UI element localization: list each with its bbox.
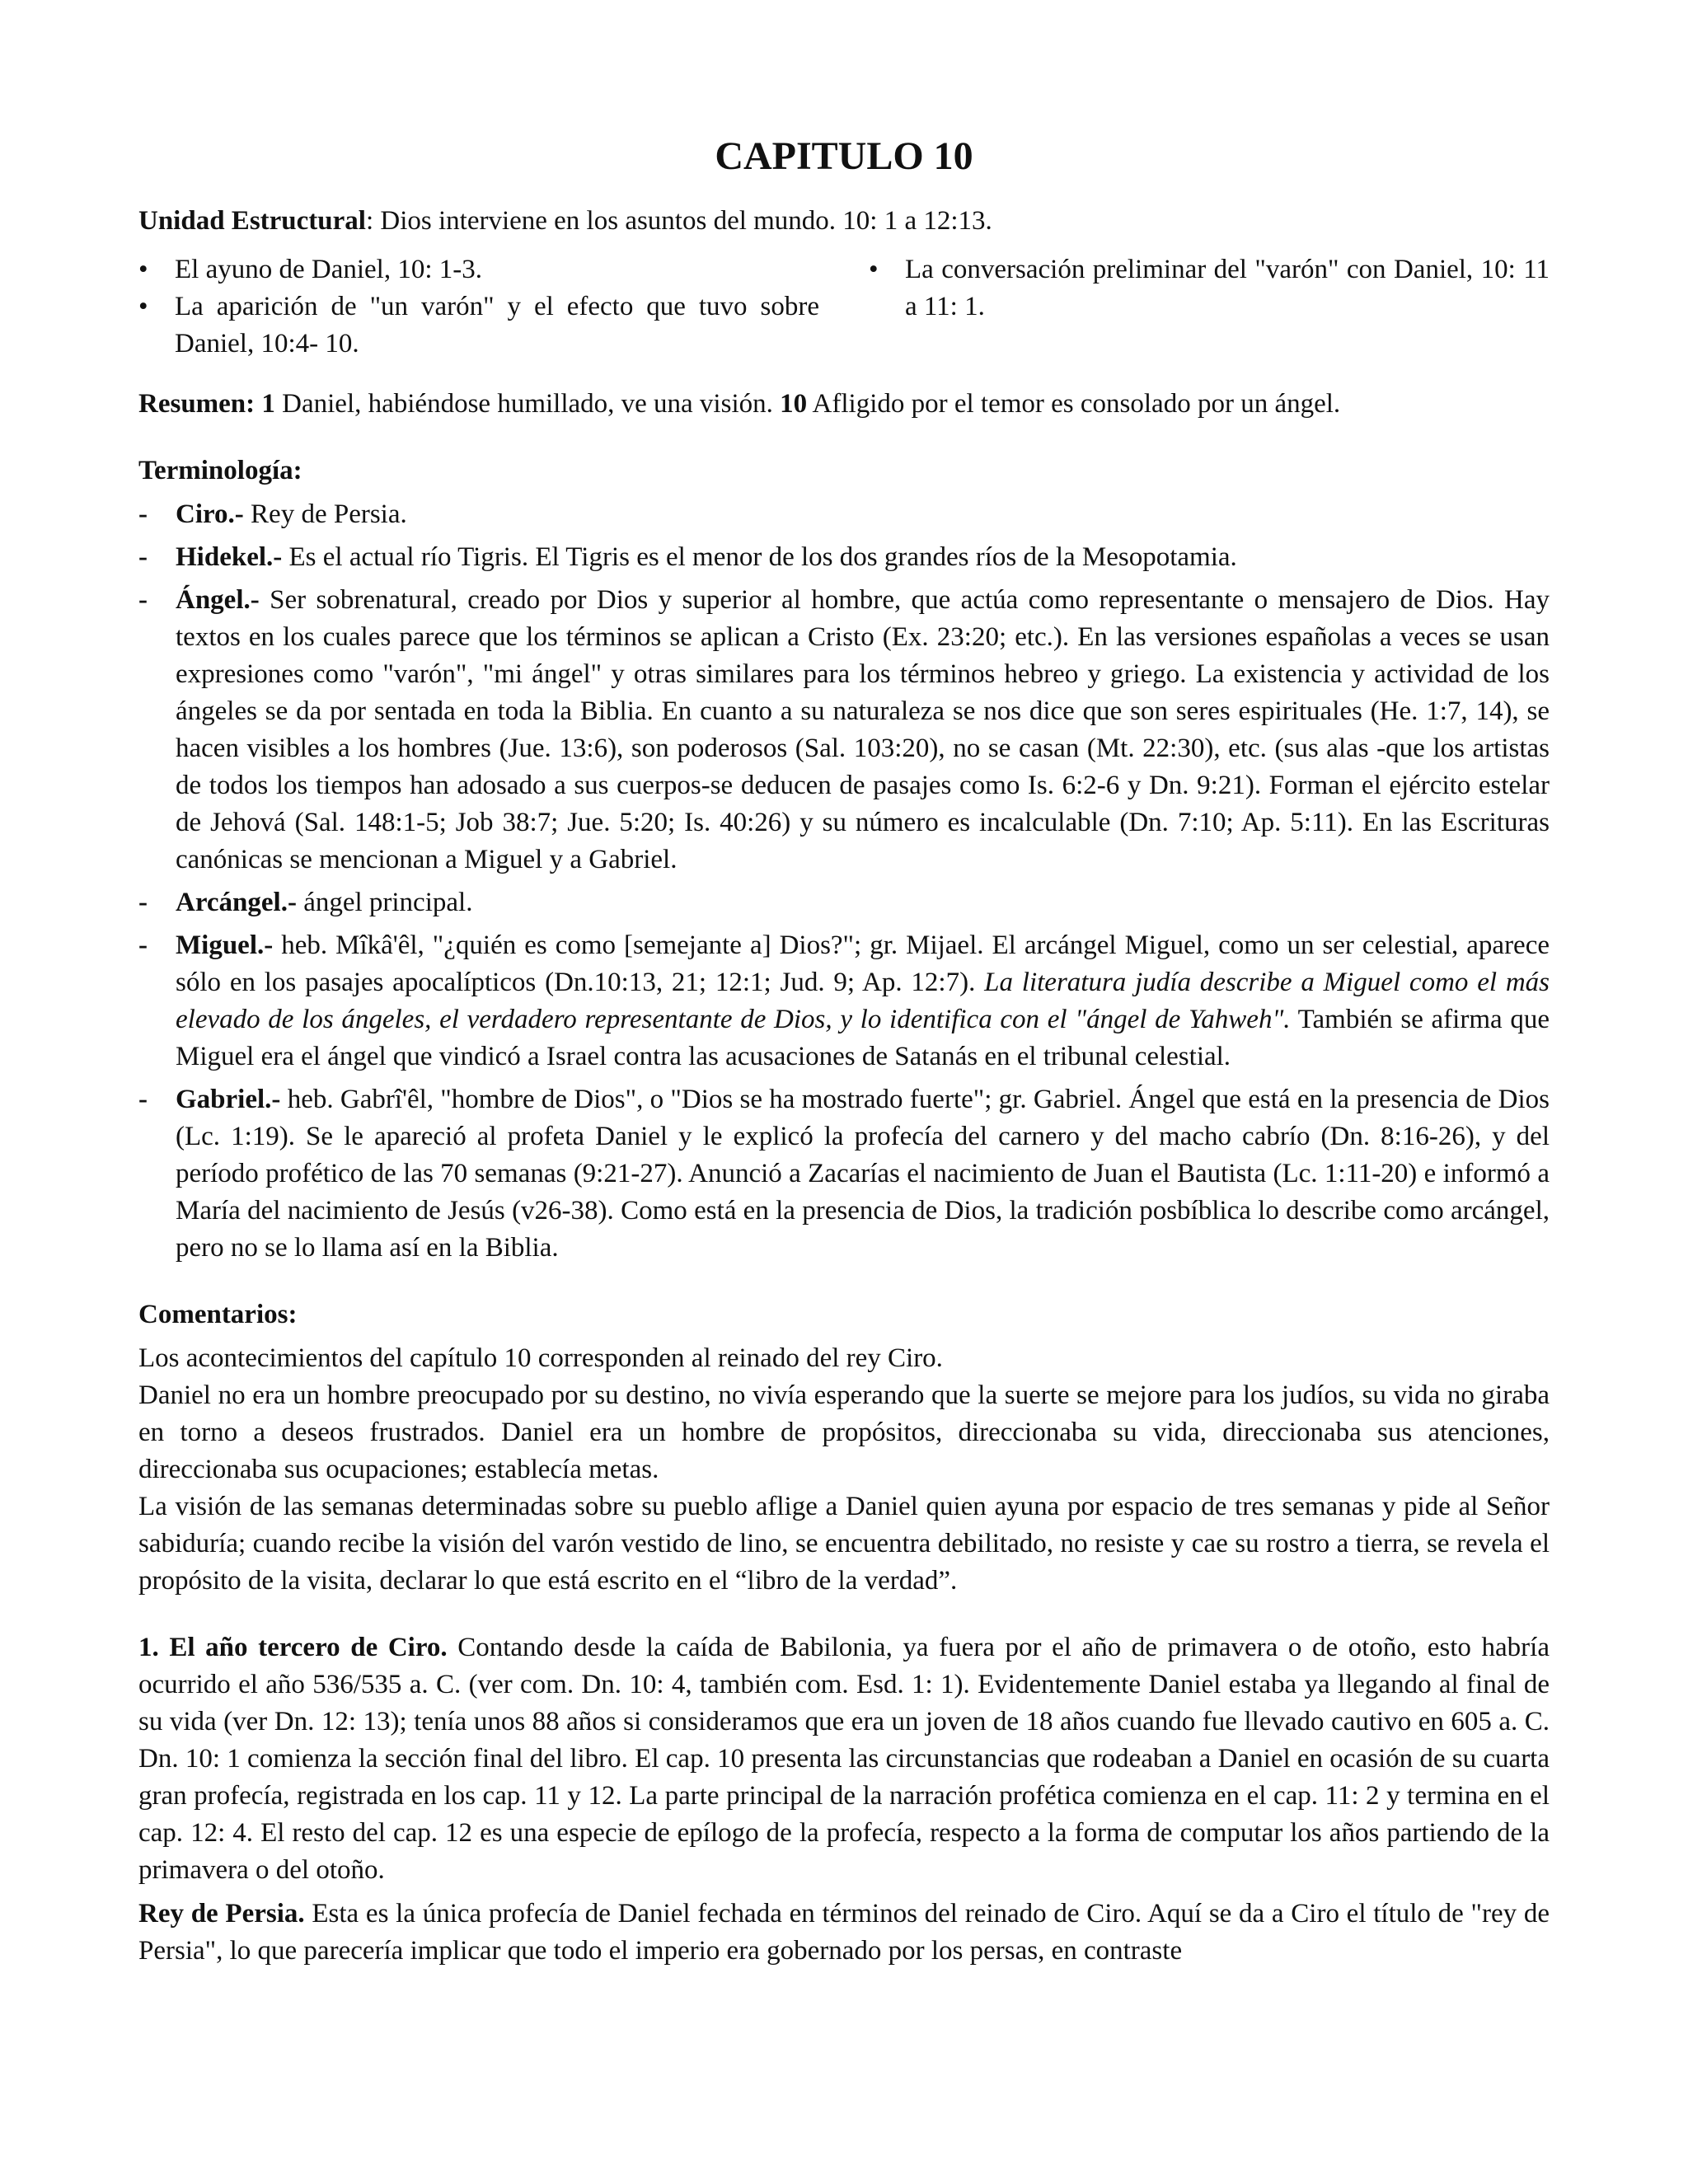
- list-dash: -: [138, 888, 148, 917]
- outline-bullets: [138, 251, 1550, 363]
- list-dash: -: [138, 542, 148, 572]
- structural-unit-text: : Dios interviene en los asuntos del mundo. 10: 1 a 12:13.: [365, 206, 992, 236]
- term-name: Gabriel.-: [176, 1085, 281, 1114]
- summary-text: Daniel, habiéndose humillado, ve una visión.: [274, 389, 781, 419]
- terminology-list: [138, 496, 1550, 1267]
- term-definition: También se afirma que Miguel era el ángel que vindicó a Israel contra las acusaciones de Satanás en el tribunal celestial.: [176, 1005, 1550, 1071]
- term-entry: [138, 1081, 1550, 1267]
- term-definition: heb. Gabrî'êl, "hombre de Dios", o "Dios se ha mostrado fuerte"; gr. Gabriel. Ángel que está en la presencia de Dios (Lc. 1:19). Se le apareció al profeta Daniel y le explicó la profecía del carnero y del macho cabrío (Dn. 8:16-26), y del período profético de las 70 semanas (9:21-27). Anunció a Zacarías el nacimiento de Juan el Bautista (Lc. 1:11-20) e informó a María del nacimiento de Jesús (v26-38). Como está en la presencia de Dios, la tradición posbíblica lo describe como arcángel, pero no se lo llama así en la Biblia.: [176, 1085, 1550, 1263]
- summary-verse-number: 1: [261, 389, 275, 419]
- term-name: Miguel.-: [176, 930, 274, 960]
- term-entry: [138, 884, 1550, 921]
- verse-commentary: [138, 1629, 1550, 1970]
- term-name: Ciro.-: [176, 499, 244, 529]
- term-definition: Ser sobrenatural, creado por Dios y superior al hombre, que actúa como representante o mensajero de Dios. Hay textos en los cuales parece que los términos se aplican a Cristo (Ex. 23:20; etc.). En las versiones españolas a veces se usan expresiones como "varón", "mi ángel" y otras similares para los términos hebreo y griego. La existencia y actividad de los ángeles se da por sentada en toda la Biblia. En cuanto a su naturaleza se nos dice que son seres espirituales (He. 1:7, 14), se hacen visibles a los hombres (Jue. 13:6), son poderosos (Sal. 103:20), no se casan (Mt. 22:30), etc. (sus alas -que los artistas de todos los tiempos han adosado a sus cuerpos-se deducen de pasajes como Is. 6:2-6 y Dn. 9:21). Forman el ejército estelar de Jehová (Sal. 148:1-5; Job 38:7; Jue. 5:20; Is. 40:26) y su número es incalculable (Dn. 7:10; Ap. 5:11). En las Escrituras canónicas se mencionan a Miguel y a Gabriel.: [176, 585, 1550, 874]
- verse-text: Contando desde la caída de Babilonia, ya fuera por el año de primavera o de otoño, esto habría ocurrido el año 536/535 a. C. (ver com. Dn. 10: 4, también com. Esd. 1: 1). Evidentemente Daniel estaba ya llegando al final de su vida (ver Dn. 12: 13); tenía unos 88 años si consideramos que era un joven de 18 años cuando fue llevado cautivo en 605 a. C. Dn. 10: 1 comienza la sección final del libro. El cap. 10 presenta las circunstancias que rodeaban a Daniel en ocasión de su cuarta gran profecía, registrada en los cap. 11 y 12. La parte principal de la narración profética comienza en el cap. 11: 2 y termina en el cap. 12: 4. El resto del cap. 12 es una especie de epílogo de la profecía, respecto a la forma de computar los años partiendo de la primavera o del otoño.: [138, 1633, 1550, 1885]
- outline-left-column: [138, 251, 819, 363]
- outline-item: • El ayuno de Daniel, 10: 1-3.: [175, 251, 819, 288]
- chapter-title: CAPITULO 10: [715, 134, 973, 178]
- list-dash: -: [138, 499, 148, 529]
- outline-item: • La aparición de "un varón" y el efecto que tuvo sobre Daniel, 10:4- 10.: [175, 288, 819, 363]
- outline-item: • La conversación preliminar del "varón" con Daniel, 10: 11 a 11: 1.: [905, 251, 1550, 326]
- comment-paragraph: Daniel no era un hombre preocupado por su destino, no vivía esperando que la suerte se mejore para los judíos, su vida no giraba en torno a deseos frustrados. Daniel era un hombre de propósitos, direccionaba su vida, direccionaba sus atenciones, direccionaba sus ocupaciones; establecía metas.: [138, 1380, 1550, 1484]
- comments-heading: Comentarios:: [138, 1300, 298, 1329]
- comment-paragraph: La visión de las semanas determinadas sobre su pueblo aflige a Daniel quien ayuna por espacio de tres semanas y pide al Señor sabiduría; cuando recibe la visión del varón vestido de lino, se encuentra debilitado, no resiste y cae su rostro a tierra, se revela el propósito de la visita, declarar lo que está escrito en el “libro de la verdad”.: [138, 1492, 1550, 1596]
- comments-body: [138, 1340, 1550, 1600]
- summary-verse-number: 10: [780, 389, 808, 419]
- structural-unit-label: Unidad Estructural: [138, 206, 366, 236]
- term-entry: [138, 539, 1550, 576]
- verse-paragraph: [138, 1896, 1550, 1970]
- verse-label: Rey de Persia.: [138, 1899, 305, 1929]
- terminology-heading: Terminología:: [138, 456, 302, 485]
- term-definition: ángel principal.: [296, 888, 473, 917]
- outline-right-column: [869, 251, 1550, 363]
- list-dash: -: [138, 1085, 148, 1114]
- verse-paragraph: [138, 1629, 1550, 1889]
- term-entry: [138, 927, 1550, 1076]
- verse-label: 1. El año tercero de Ciro.: [138, 1633, 448, 1662]
- term-name: Hidekel.-: [176, 542, 283, 572]
- verse-text: Esta es la única profecía de Daniel fechada en términos del reinado de Ciro. Aquí se da a Ciro el título de "rey de Persia", lo que parecería implicar que todo el imperio era gobernado por los persas, en contraste: [138, 1899, 1550, 1966]
- term-entry: [138, 496, 1550, 533]
- structural-unit: [138, 203, 1550, 240]
- summary-label: Resumen:: [138, 389, 256, 419]
- term-entry: [138, 582, 1550, 879]
- list-dash: -: [138, 585, 148, 615]
- term-definition: Rey de Persia.: [243, 499, 407, 529]
- term-name: Arcángel.-: [176, 888, 297, 917]
- term-definition: heb. Mîkâ'êl, "¿quién es como [semejante a] Dios?"; gr. Mijael. El arcángel Miguel, como un ser celestial, aparece sólo en los pasajes apocalípticos (Dn.10:13, 21; 12:1; Jud. 9; Ap. 12:7).: [176, 930, 1550, 997]
- list-dash: -: [138, 930, 148, 960]
- summary-text: Afligido por el temor es consolado por un ángel.: [807, 389, 1341, 419]
- summary: [138, 386, 1550, 423]
- term-definition: Es el actual río Tigris. El Tigris es el menor de los dos grandes ríos de la Mesopotamia.: [282, 542, 1237, 572]
- term-name: Ángel.-: [176, 585, 260, 615]
- comment-paragraph: Los acontecimientos del capítulo 10 corresponden al reinado del rey Ciro.: [138, 1343, 943, 1373]
- term-definition-italic: La literatura judía describe a Miguel como el más elevado de los ángeles, el verdadero representante de Dios, y lo identifica con el "ángel de Yahweh".: [176, 968, 1550, 1034]
